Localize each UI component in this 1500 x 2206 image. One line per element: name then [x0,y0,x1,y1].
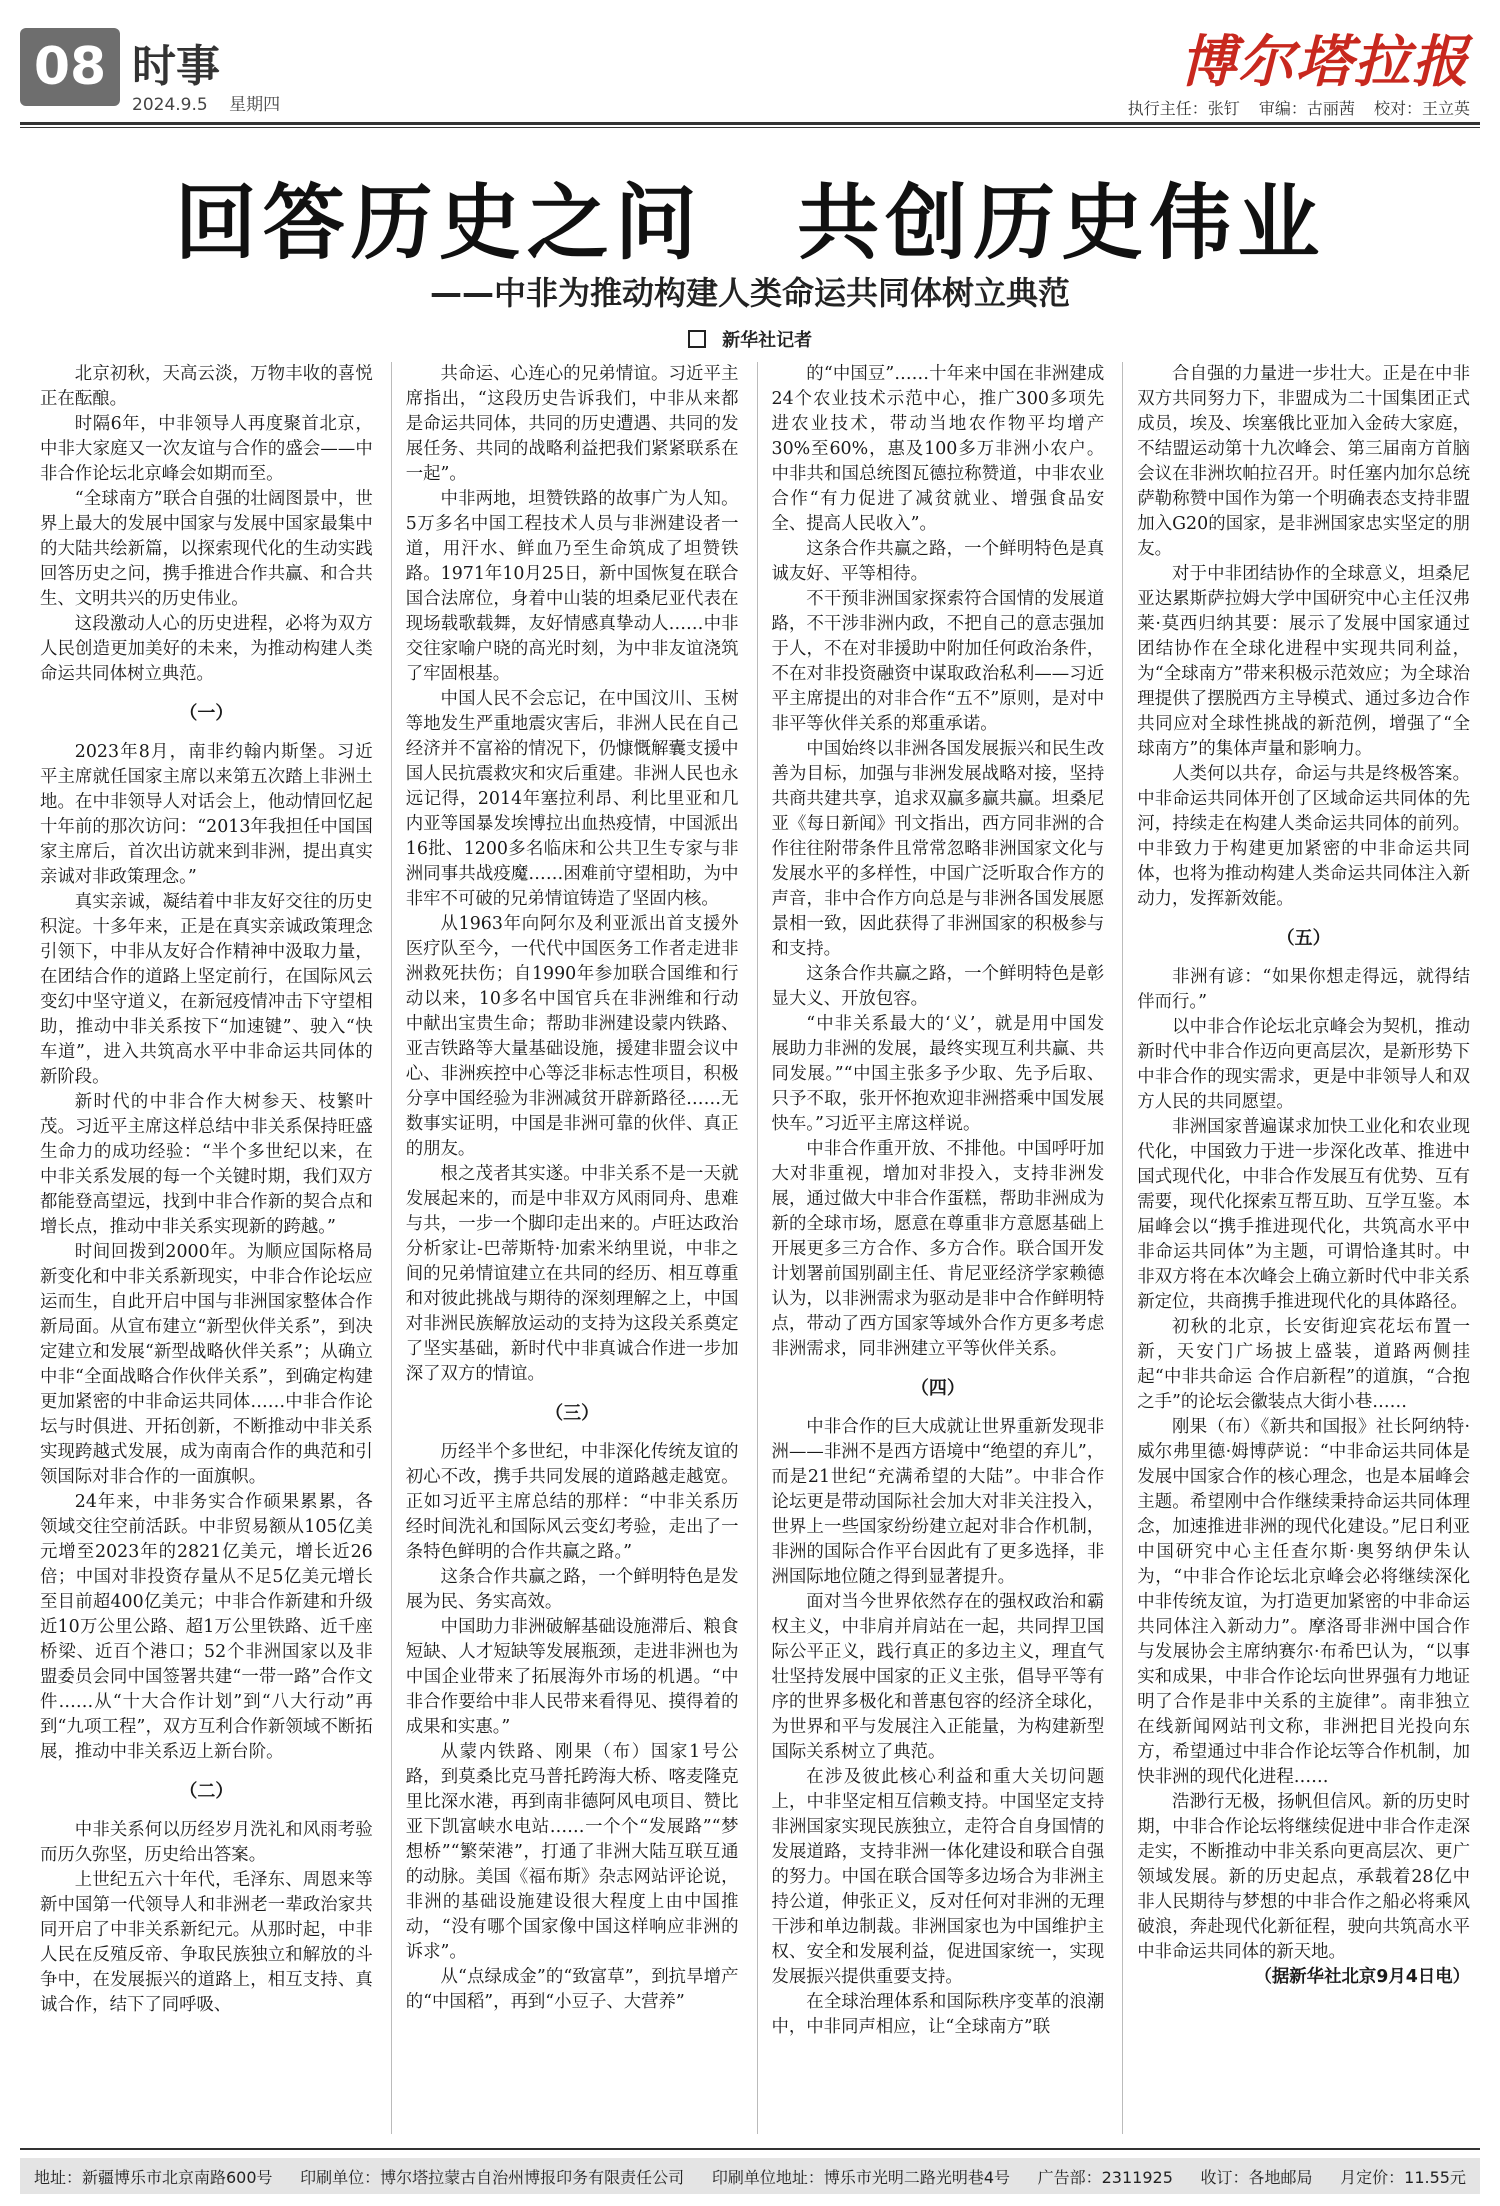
article-paragraph: 2023年8月，南非约翰内斯堡。习近平主席就任国家主席以来第五次踏上非洲土地。在中非领导人对话会上，他动情回忆起十年前的那次访问：“2013年我担任中国国家主席后，首次出访就来到非洲，提出真实亲诚对非政策理念。” [40,742,373,887]
article-paragraph: 新时代的中非合作大树参天、枝繁叶茂。习近平主席这样总结中非关系保持旺盛生命力的成功经验：“半个多世纪以来，在中非关系发展的每一个关键时期，我们双方都能登高望远，找到中非合作新的契合点和增长点，推动中非关系实现新的跨越。” [40,1092,373,1237]
chief-editor: 执行主任：张钉 [1127,99,1240,118]
article-paragraph: “中非关系最大的‘义’，就是用中国发展助力非洲的发展，最终实现互利共赢、共同发展。”“中国主张多予少取、先予后取、只予不取，张开怀抱欢迎非洲搭乘中国发展快车。”习近平主席这样说。 [771,1014,1105,1134]
footer-subscription: 收订：各地邮局 [1200,2167,1313,2187]
article-paragraph: 中非合作重开放、不排他。中国呼吁加大对非重视，增加对非投入，支持非洲发展，通过做大中非合作蛋糕，帮助非洲成为新的全球市场，愿意在尊重非方意愿基础上开展更多三方合作、多方合作。联合国开发计划署前国别副主任、肯尼亚经济学家赖德认为，以非洲需求为驱动是非中合作鲜明特点，带动了西方国家等域外合作方更多考虑非洲需求，同非洲建立平等伙伴关系。 [771,1139,1105,1359]
square-icon [688,330,706,348]
article-paragraph: 以中非合作论坛北京峰会为契机，推动新时代中非合作迈向更高层次，是新形势下中非合作的现实需求，更是中非领导人和双方人民的共同愿望。 [1137,1017,1470,1112]
article-column-2 [391,362,739,2134]
article-paragraph: 上世纪五六十年代，毛泽东、周恩来等新中国第一代领导人和非洲老一辈政治家共同开启了中非关系新纪元。从那时起，中非人民在反殖反帝、争取民族独立和解放的斗争中，在发展振兴的道路上，相互支持、真诚合作，结下了同呼吸、 [40,1870,373,2015]
article-paragraph: 中国始终以非洲各国发展振兴和民生改善为目标，加强与非洲发展战略对接，坚持共商共建共享，追求双赢多赢共赢。坦桑尼亚《每日新闻》刊文指出，西方同非洲的合作往往附带条件且常常忽略非洲国家文化与发展水平的多样性，中国广泛听取合作方的声音，非中合作方向总是与非洲各国发展愿景相一致，因此获得了非洲国家的积极参与和支持。 [771,739,1105,959]
headline-part-1: 回答历史之问 [174,175,703,271]
issue-weekday: 星期四 [229,95,281,115]
article-paragraph: 这条合作共赢之路，一个鲜明特色是彰显大义、开放包容。 [771,964,1105,1009]
article-body [40,362,1470,2134]
article-paragraph: 中非两地，坦赞铁路的故事广为人知。5万多名中国工程技术人员与非洲建设者一道，用汗水、鲜血乃至生命筑成了坦赞铁路。1971年10月25日，新中国恢复在联合国合法席位，身着中山装的坦桑尼亚代表在现场载歌载舞，友好情感真挚动人……中非交往家喻户晓的高光时刻，为中非友谊浇筑了牢固根基。 [405,489,739,684]
article-paragraph: 共命运、心连心的兄弟情谊。习近平主席指出，“这段历史告诉我们，中非从来都是命运共同体，共同的历史遭遇、共同的发展任务、共同的战略利益把我们紧紧联系在一起”。 [405,364,739,484]
article-paragraph: 人类何以共存，命运与共是终极答案。中非命运共同体开创了区域命运共同体的先河，持续走在构建人类命运共同体的前列。中非致力于构建更加紧密的中非命运共同体，也将为推动构建人类命运共同体注入新动力，发挥新效能。 [1137,764,1470,909]
header-rule [20,122,1480,125]
footer-ad-phone: 广告部：2311925 [1037,2167,1173,2187]
issue-date: 2024.9.5 [132,95,208,115]
section-heading: （二） [179,1781,234,1802]
article-paragraph: 时隔6年，中非领导人再度聚首北京，中非大家庭又一次友谊与合作的盛会——中非合作论坛北京峰会如期而至。 [40,414,373,484]
section-heading: （四） [910,1378,965,1399]
article-paragraph: 中国人民不会忘记，在中国汶川、玉树等地发生严重地震灾害后，非洲人民在自己经济并不富裕的情况下，仍慷慨解囊支援中国人民抗震救灾和灾后重建。非洲人民也永远记得，2014年塞拉利昂、利比里亚和几内亚等国暴发埃博拉出血热疫情，中国派出16批、1200多名临床和公共卫生专家与非洲同事共战疫魔……困难前守望相助，为中非牢不可破的兄弟情谊铸造了坚固内核。 [405,689,739,909]
article-paragraph: 从1963年向阿尔及利亚派出首支援外医疗队至今，一代代中国医务工作者走进非洲救死扶伤；自1990年参加联合国维和行动以来，10多名中国官兵在非洲维和行动中献出宝贵生命；帮助非洲建设蒙内铁路、亚吉铁路等大量基础设施，援建非盟会议中心、非洲疾控中心等泛非标志性项目，积极分享中国经验为非洲减贫开辟新路径……无数事实证明，中国是非洲可靠的伙伴、真正的朋友。 [405,914,739,1159]
headline [0,158,1500,275]
section-title: 时事 [132,41,220,92]
editor-credits [1114,96,1470,119]
footer-address: 地址：新疆博乐市北京南路600号 [34,2167,273,2187]
article-paragraph: 时间回拨到2000年。为顺应国际格局新变化和中非关系新现实，中非合作论坛应运而生，自此开启中国与非洲国家整体合作新局面。从宣布建立“新型伙伴关系”，到决定建立和发展“新型战略伙伴关系”；从确立中非“全面战略合作伙伴关系”，到确定构建更加紧密的中非命运共同体……中非合作论坛与时俱进、开拓创新，不断推动中非关系实现跨越式发展，成为南南合作的典范和引领国际对非合作的一面旗帜。 [40,1242,373,1487]
article-paragraph: “全球南方”联合自强的壮阔图景中，世界上最大的发展中国家与发展中国家最集中的大陆共绘新篇，以探索现代化的生动实践回答历史之问，携手推进合作共赢、和合共生、文明共兴的历史伟业。 [40,489,373,609]
byline-text: 新华社记者 [722,330,813,351]
article-paragraph: 历经半个多世纪，中非深化传统友谊的初心不改，携手共同发展的道路越走越宽。正如习近平主席总结的那样：“中非关系历经时间洗礼和国际风云变幻考验，走出了一条特色鲜明的合作共赢之路。” [405,1442,739,1562]
header-rule-thin [20,127,1480,128]
article-paragraph: 合自强的力量进一步壮大。正是在中非双方共同努力下，非盟成为二十国集团正式成员，埃及、埃塞俄比亚加入金砖大家庭，不结盟运动第十九次峰会、第三届南方首脑会议在非洲坎帕拉召开。时任塞内加尔总统萨勒称赞中国作为第一个明确表态支持非盟加入G20的国家，是非洲国家忠实坚定的朋友。 [1137,364,1470,559]
section-heading: （一） [179,703,234,724]
article-paragraph: 刚果（布）《新共和国报》社长阿纳特·威尔弗里德·姆博萨说：“中非命运共同体是发展中国家合作的核心理念，也是本届峰会主题。希望刚中合作继续秉持命运共同体理念，加速推进非洲的现代化建设。”尼日利亚中国研究中心主任查尔斯·奥努纳伊朱认为，“中非合作论坛北京峰会必将继续深化中非传统友谊，为打造更加紧密的中非命运共同体注入新动力”。摩洛哥非洲中国合作与发展协会主席纳赛尔·布希巴认为，“以事实和成果，中非合作论坛向世界强有力地证明了合作是非中关系的主旋律”。南非独立在线新闻网站刊文称，非洲把目光投向东方，希望通过中非合作论坛等合作机制，加快非洲的现代化进程…… [1137,1417,1470,1787]
article-paragraph: 在涉及彼此核心利益和重大关切问题上，中非坚定相互信赖支持。中国坚定支持非洲国家实现民族独立，走符合自身国情的发展道路，支持非洲一体化建设和联合自强的努力。中国在联合国等多边场合为非洲主持公道，伸张正义，反对任何对非洲的无理干涉和单边制裁。非洲国家也为中国维护主权、安全和发展利益，促进国家统一，实现发展振兴提供重要支持。 [771,1767,1105,1987]
article-paragraph: 根之茂者其实遂。中非关系不是一天就发展起来的，而是中非双方风雨同舟、患难与共，一步一个脚印走出来的。卢旺达政治分析家让-巴蒂斯特·加索米纳里说，中非之间的兄弟情谊建立在共同的经历、相互尊重和对彼此挑战与期待的深刻理解之上，中国对非洲民族解放运动的支持为这段关系奠定了坚实基础，新时代中非真诚合作进一步加深了双方的情谊。 [405,1164,739,1384]
article-source: （据新华社北京9月4日电） [1254,1967,1470,1987]
article-paragraph: 非洲有谚：“如果你想走得远，就得结伴而行。” [1137,967,1470,1012]
article-paragraph: 中国助力非洲破解基础设施滞后、粮食短缺、人才短缺等发展瓶颈，走进非洲也为中国企业带来了拓展海外市场的机遇。“中非合作要给中非人民带来看得见、摸得着的成果和实惠。” [405,1617,739,1737]
page-number: 08 [20,28,120,106]
article-column-1 [40,362,373,2134]
article-column-4 [1122,362,1470,2134]
footer-printer: 印刷单位：博尔塔拉蒙古自治州博报印务有限责任公司 [300,2167,685,2187]
footer-price: 月定价：11.55元 [1340,2167,1466,2187]
proofreader: 校对：王立英 [1373,99,1470,118]
article-column-3 [757,362,1105,2134]
byline [0,326,1500,352]
section-heading: （三） [545,1403,600,1424]
article-paragraph: 初秋的北京，长安街迎宾花坛布置一新，天安门广场披上盛装，道路两侧挂起“中非共命运 合作启新程”的道旗，“合抱之手”的论坛会徽装点大街小巷…… [1137,1317,1470,1412]
footer-printer-address: 印刷单位地址：博乐市光明二路光明巷4号 [711,2167,1010,2187]
article-paragraph: 从“点绿成金”的“致富草”，到抗旱增产的“中国稻”，再到“小豆子、大营养” [405,1967,739,2012]
article-paragraph: 非洲国家普遍谋求加快工业化和农业现代化，中国致力于进一步深化改革、推进中国式现代化，中非合作发展互有优势、互有需要，现代化探索互帮互助、互学互鉴。本届峰会以“携手推进现代化，共筑高水平中非命运共同体”为主题，可谓恰逢其时。中非双方将在本次峰会上确立新时代中非关系新定位，共商携手推进现代化的具体路径。 [1137,1117,1470,1312]
article-paragraph: 这条合作共赢之路，一个鲜明特色是真诚友好、平等相待。 [771,539,1105,584]
section-heading: （五） [1276,928,1331,949]
article-paragraph: 不干预非洲国家探索符合国情的发展道路，不干涉非洲内政，不把自己的意志强加于人，不在对非援助中附加任何政治条件，不在对非投资融资中谋取政治私利——习近平主席提出的对非合作“五不”原则，是对中非平等伙伴关系的郑重承诺。 [771,589,1105,734]
footer-rule [20,2148,1480,2150]
article-paragraph: 北京初秋，天高云淡，万物丰收的喜悦正在酝酿。 [40,364,373,409]
article-paragraph: 的“中国豆”……十年来中国在非洲建成24个农业技术示范中心，推广300多项先进农业技术，带动当地农作物平均增产30%至60%，惠及100多万非洲小农户。中非共和国总统图瓦德拉称赞道，中非农业合作“有力促进了减贫就业、增强食品安全、提高人民收入”。 [771,364,1105,534]
reviewer: 审编：古丽茜 [1258,99,1355,118]
article-paragraph: 在全球治理体系和国际秩序变革的浪潮中，中非同声相应，让“全球南方”联 [771,1992,1105,2037]
article-paragraph: 这条合作共赢之路，一个鲜明特色是发展为民、务实高效。 [405,1567,739,1612]
article-paragraph: 这段激动人心的历史进程，必将为双方人民创造更加美好的未来，为推动构建人类命运共同体树立典范。 [40,614,373,684]
subheadline: ——中非为推动构建人类命运共同体树立典范 [429,274,1070,312]
article-paragraph: 24年来，中非务实合作硕果累累，各领域交往空前活跃。中非贸易额从105亿美元增至2023年的2821亿美元，增长近26倍；中国对非投资存量从不足5亿美元增长至目前超400亿美元；中非合作新建和升级近10万公里公路、超1万公里铁路、近千座桥梁、近百个港口；52个非洲国家以及非盟委员会同中国签署共建“一带一路”合作文件……从“十大合作计划”到“八大行动”再到“九项工程”，双方互利合作新领域不断拓展，推动中非关系迈上新台阶。 [40,1492,373,1762]
article-paragraph: 从蒙内铁路、刚果（布）国家1号公路，到莫桑比克马普托跨海大桥、喀麦隆克里比深水港，再到南非德阿风电项目、赞比亚下凯富峡水电站……一个个“发展路”“梦想桥”“繁荣港”，打通了非洲大陆互联互通的动脉。美国《福布斯》杂志网站评论说，非洲的基础设施建设很大程度上由中国推动，“没有哪个国家像中国这样响应非洲的诉求”。 [405,1742,739,1962]
newspaper-logo: 博尔塔拉报 [1180,29,1470,95]
date-line [132,90,296,115]
article-paragraph: 真实亲诚，凝结着中非友好交往的历史积淀。十多年来，正是在真实亲诚政策理念引领下，中非从友好合作精神中汲取力量，在团结合作的道路上坚定前行，在国际风云变幻中坚守道义，在新冠疫情冲击下守望相助，推动中非关系按下“加速键”、驶入“快车道”，进入共筑高水平中非命运共同体的新阶段。 [40,892,373,1087]
masthead [0,0,1500,120]
article-paragraph: 浩渺行无极，扬帆但信风。新的历史时期，中非合作论坛将继续促进中非合作走深走实，不断推动中非关系向更高层次、更广领域发展。新的历史起点，承载着28亿中非人民期待与梦想的中非合作之船必将乘风破浪，奔赴现代化新征程，驶向共筑高水平中非命运共同体的新天地。 [1137,1792,1470,1962]
article-paragraph: 对于中非团结协作的全球意义，坦桑尼亚达累斯萨拉姆大学中国研究中心主任汉弗莱·莫西归纳其要：展示了发展中国家通过团结协作在全球化进程中实现共同利益，为“全球南方”带来积极示范效应；为全球治理提供了摆脱西方主导模式、通过多边合作共同应对全球性挑战的新范例，增强了“全球南方”的集体声量和影响力。 [1137,564,1470,759]
article-paragraph: 中非关系何以历经岁月洗礼和风雨考验而历久弥坚，历史给出答案。 [40,1820,373,1865]
headline-part-2: 共创历史伟业 [797,175,1326,271]
article-paragraph: 中非合作的巨大成就让世界重新发现非洲——非洲不是西方语境中“绝望的弃儿”，而是21世纪“充满希望的大陆”。中非合作论坛更是带动国际社会加大对非关注投入，世界上一些国家纷纷建立起对非合作机制，非洲的国际合作平台因此有了更多选择，非洲国际地位随之得到显著提升。 [771,1417,1105,1587]
footer-bar [20,2158,1480,2194]
article-paragraph: 面对当今世界依然存在的强权政治和霸权主义，中非肩并肩站在一起，共同捍卫国际公平正义，践行真正的多边主义，理直气壮坚持发展中国家的正义主张，倡导平等有序的世界多极化和普惠包容的经济全球化，为世界和平与发展注入正能量，为构建新型国际关系树立了典范。 [771,1592,1105,1762]
